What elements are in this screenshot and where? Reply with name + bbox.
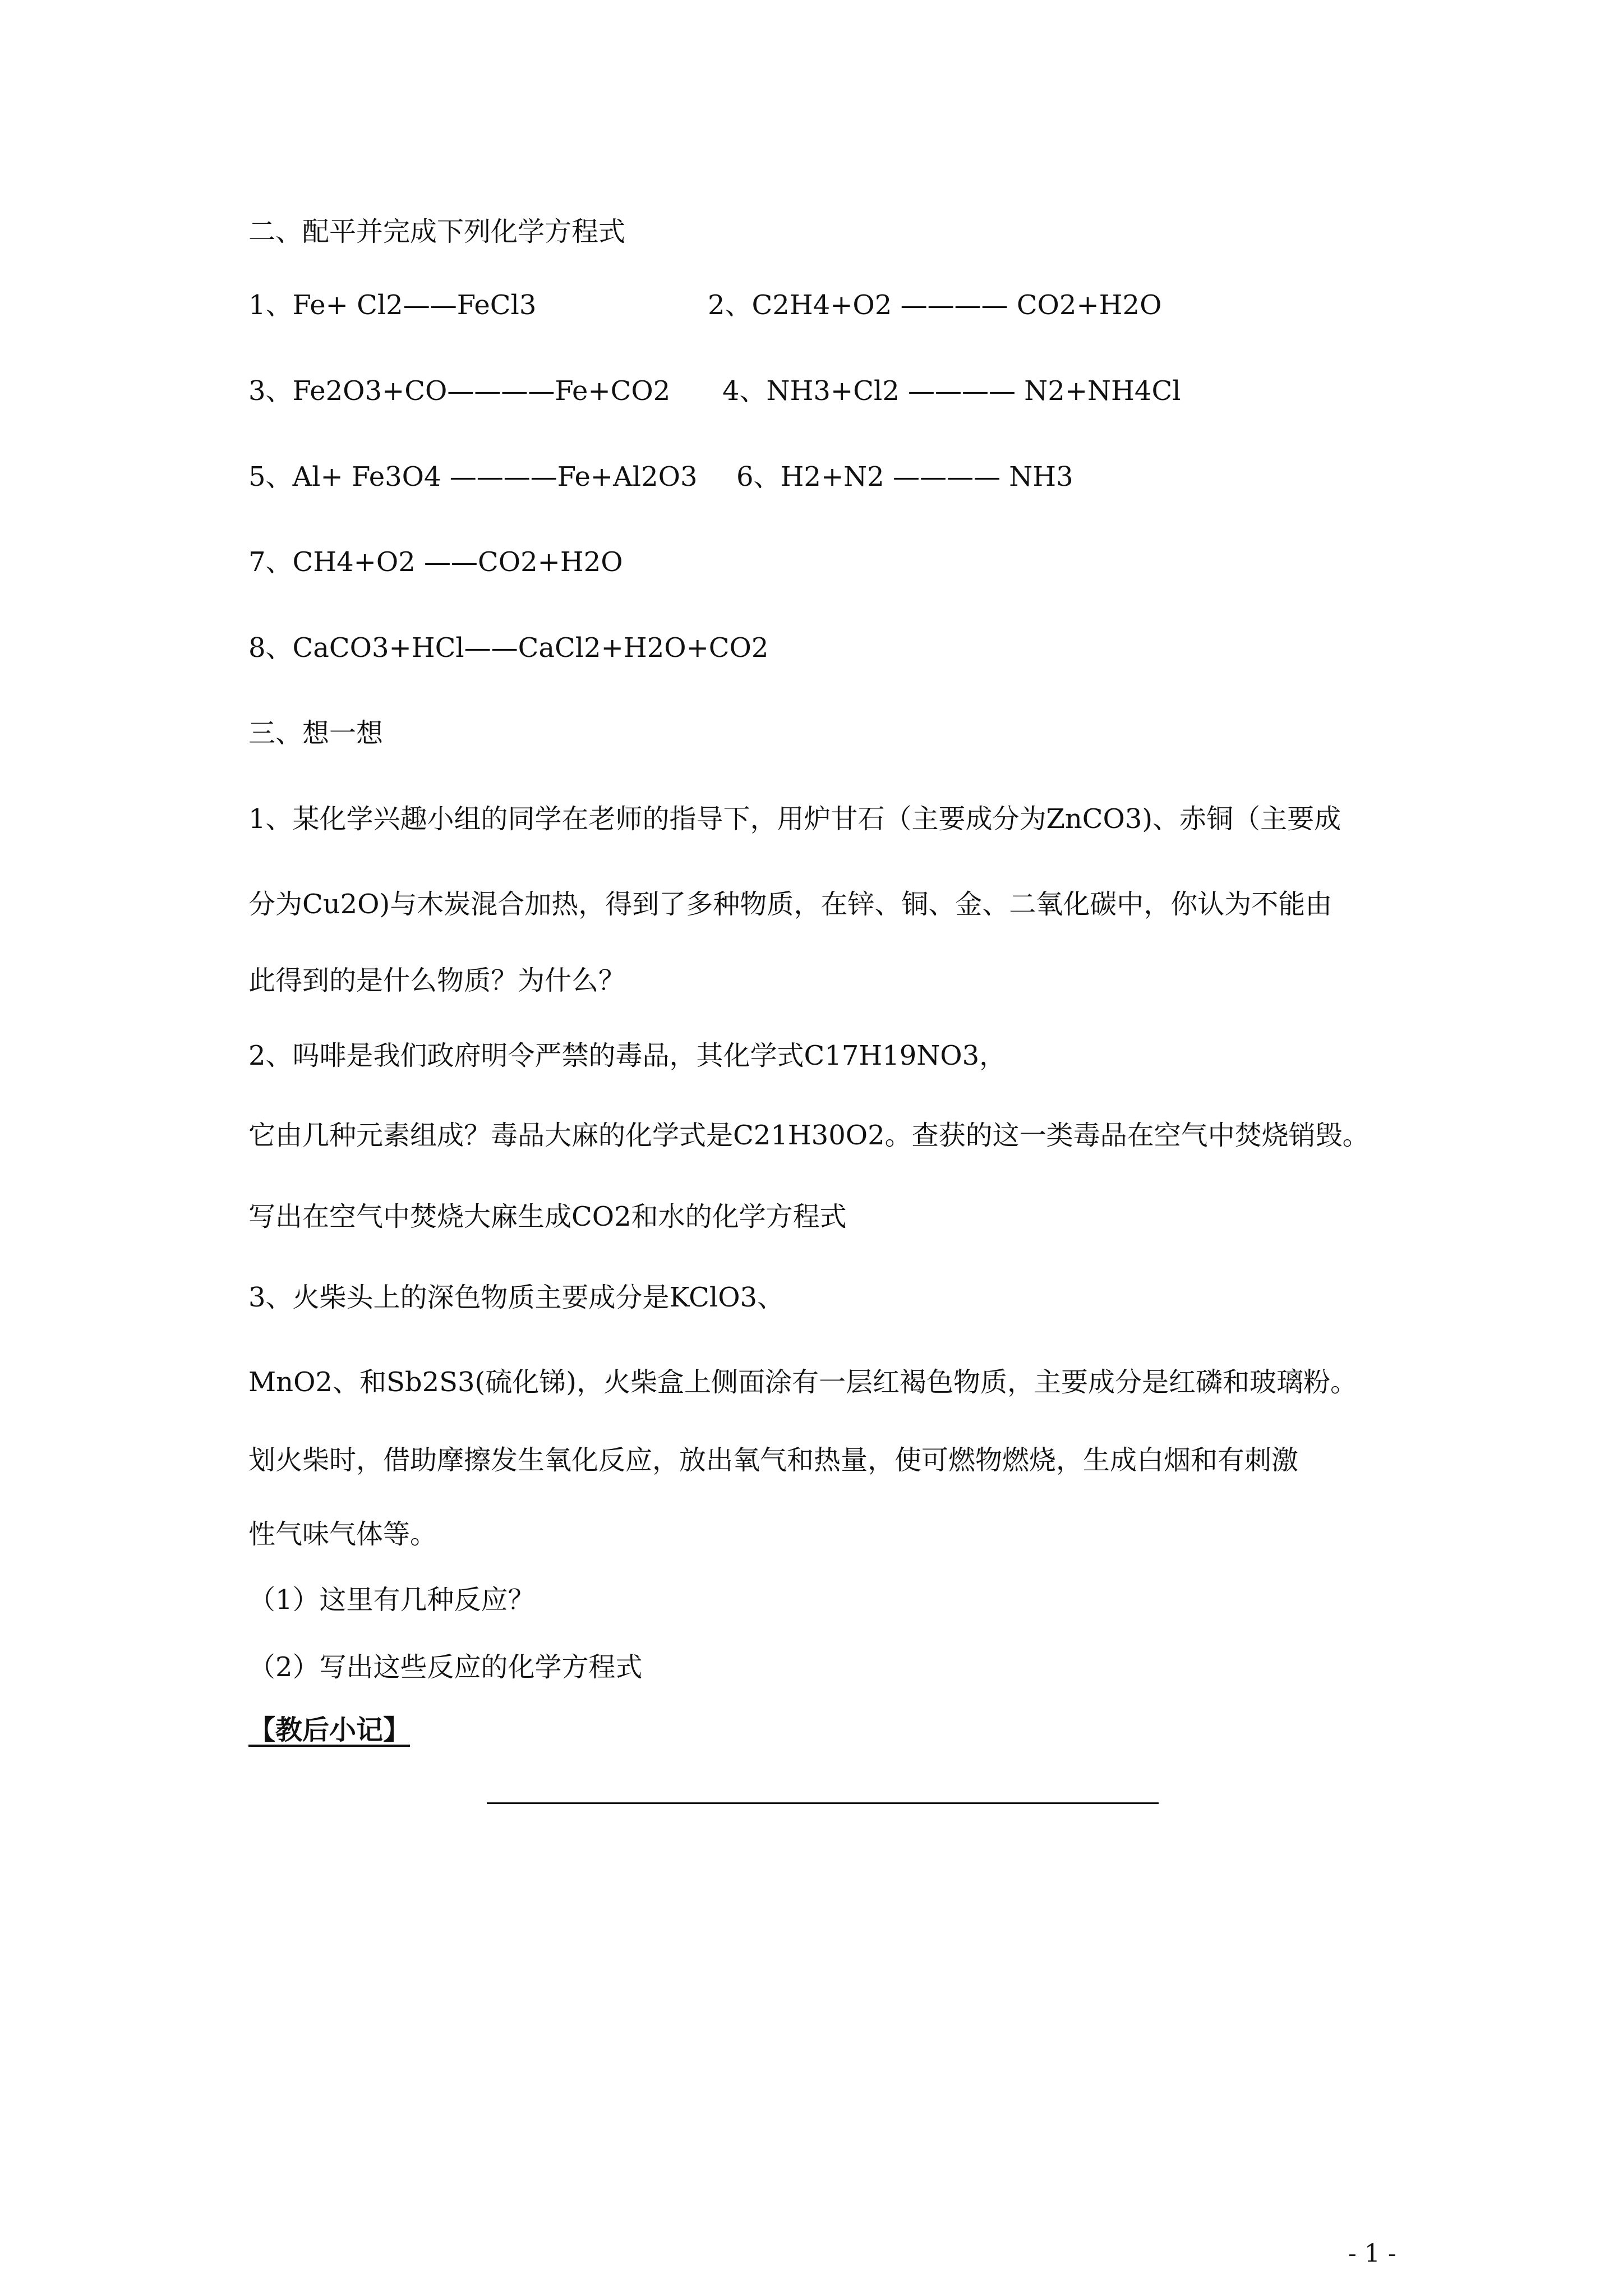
after-class-note-heading: 【教后小记】: [248, 1714, 411, 1746]
equation-6: 6、H2+N2 ———— NH3: [736, 461, 1073, 493]
question-3-sub-1: （1）这里有几种反应？: [248, 1584, 535, 1616]
question-3-line-1: 3、火柴头上的深色物质主要成分是KClO3、: [248, 1282, 785, 1313]
equation-4: 4、NH3+Cl2 ———— N2+NH4Cl: [722, 375, 1181, 407]
question-3-line-2: MnO2、和Sb2S3(硫化锑)，火柴盒上侧面涂有一层红褐色物质，主要成分是红磷和玻璃粉。: [248, 1366, 1357, 1398]
section2-heading: 二、配平并完成下列化学方程式: [248, 216, 626, 247]
question-3-line-3: 划火柴时，借助摩擦发生氧化反应，放出氧气和热量，使可燃物燃烧，生成白烟和有刺激: [248, 1444, 1299, 1476]
equation-2: 2、C2H4+O2 ———— CO2+H2O: [708, 289, 1162, 321]
question-1-line-3: 此得到的是什么物质？为什么？: [248, 965, 626, 996]
equation-7: 7、CH4+O2 ——CO2+H2O: [248, 546, 623, 578]
question-3-sub-2: （2）写出这些反应的化学方程式: [248, 1651, 643, 1683]
note-answer-line: [487, 1802, 1159, 1804]
equation-5: 5、Al+ Fe3O4 ————Fe+Al2O3: [248, 461, 698, 493]
question-2-line-3: 写出在空气中焚烧大麻生成CO2和水的化学方程式: [248, 1201, 847, 1232]
question-2-line-1: 2、吗啡是我们政府明令严禁的毒品，其化学式C17H19NO3，: [248, 1040, 1007, 1071]
equation-3: 3、Fe2O3+CO————Fe+CO2: [248, 375, 671, 407]
section3-heading: 三、想一想: [248, 717, 384, 749]
equation-8: 8、CaCO3+HCl——CaCl2+H2O+CO2: [248, 632, 769, 664]
question-1-line-2: 分为Cu2O)与木炭混合加热，得到了多种物质，在锌、铜、金、二氧化碳中，你认为不能由: [248, 889, 1332, 920]
question-1-line-1: 1、某化学兴趣小组的同学在老师的指导下，用炉甘石（主要成分为ZnCO3)、赤铜（主要成: [248, 803, 1341, 835]
page-number: - 1 -: [1348, 2239, 1396, 2268]
equation-1: 1、Fe+ Cl2——FeCl3: [248, 289, 537, 321]
question-3-line-4: 性气味气体等。: [248, 1519, 437, 1550]
question-2-line-2: 它由几种元素组成？毒品大麻的化学式是C21H30O2。查获的这一类毒品在空气中焚烧销毁。: [248, 1120, 1370, 1151]
